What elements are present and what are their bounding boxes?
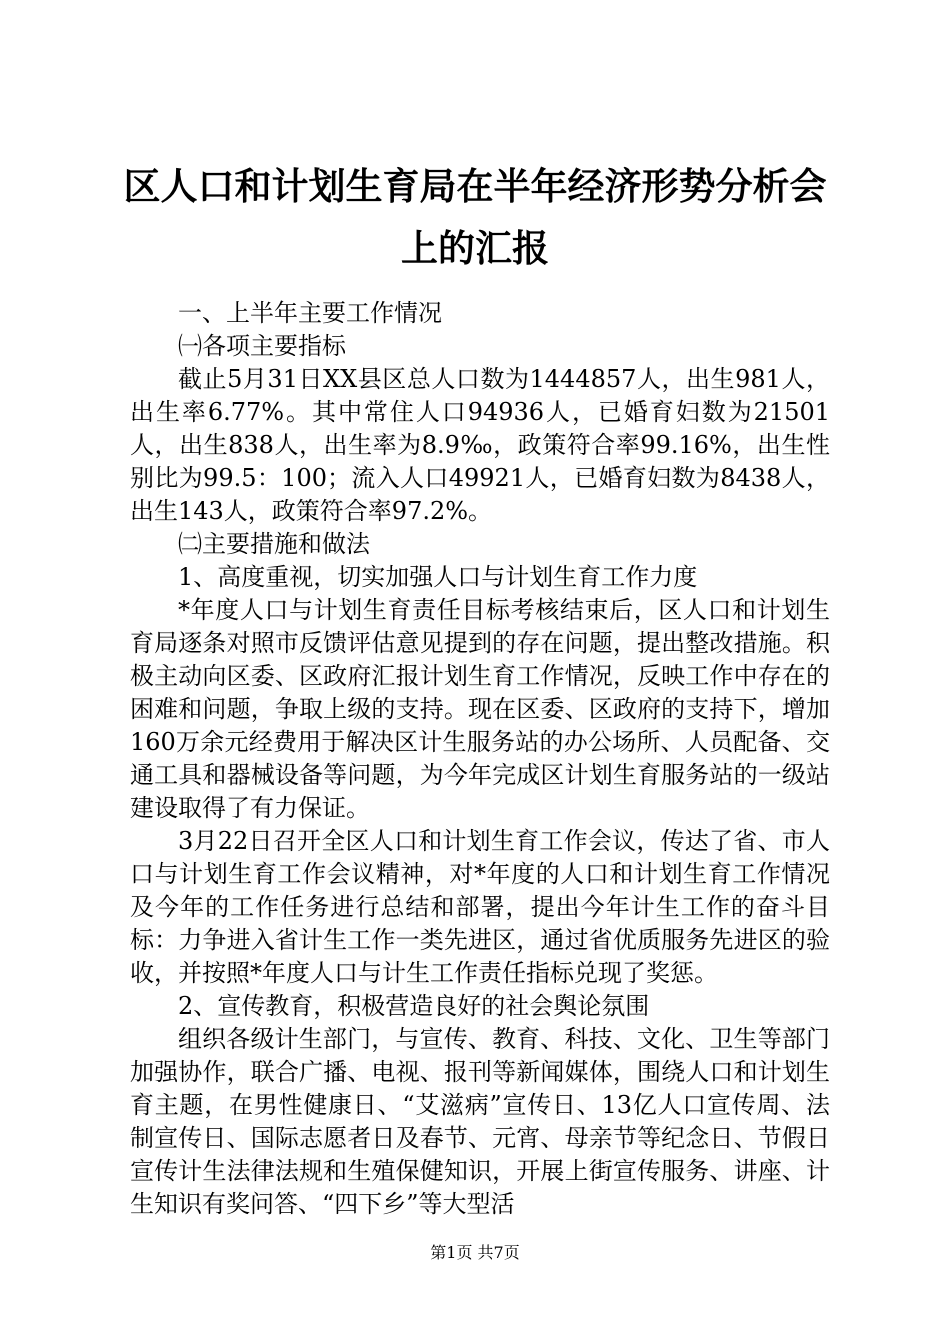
paragraph-publicity: 组织各级计生部门，与宣传、教育、科技、文化、卫生等部门加强协作，联合广播、电视、报刊等新闻媒体，围绕人口和计划生育主题，在男性健康日、“艾滋病”宣传日、13亿人口宣传周、法制宣传日、国际志愿者日及春节、元宵、母亲节等纪念日、节假日宣传计生法律法规和生殖保健知识，开展上街宣传服务、讲座、计生知识有奖问答、“四下乡”等大型活: [130, 1025, 830, 1218]
subsection-heading-indicators: ㈠各项主要指标: [178, 332, 346, 360]
item-heading-1: 1、高度重视，切实加强人口与计划生育工作力度: [178, 563, 698, 591]
page-number-footer: 第1页 共7页: [430, 1243, 520, 1262]
paragraph-conference: 3月22日召开全区人口和计划生育工作会议，传达了省、市人口与计划生育工作会议精神，对*年度的人口和计划生育工作情况及今年的工作任务进行总结和部署，提出今年计生工作的奋斗目标：力争进入省计生工作一类先进区，通过省优质服务先进区的验收，并按照*年度人口与计生工作责任指标兑现了奖惩。: [130, 827, 830, 987]
document-title: 区人口和计划生育局在半年经济形势分析会上的汇报: [123, 165, 827, 270]
section-heading-1: 一、上半年主要工作情况: [178, 299, 442, 327]
paragraph-statistics: 截止5月31日XX县区总人口数为1444857人，出生981人，出生率6.77%。其中常住人口94936人，已婚育妇数为21501人，出生838人，出生率为8.9‰，政策符合率99.16%，出生性别比为99.5：100；流入人口49921人，已婚育妇数为8438人，出生143人，政策符合率97.2%。: [130, 365, 830, 525]
document-body: [130, 297, 830, 1221]
subsection-heading-measures: ㈡主要措施和做法: [178, 530, 370, 558]
paragraph-rectification: *年度人口与计划生育责任目标考核结束后，区人口和计划生育局逐条对照市反馈评估意见提到的存在问题，提出整改措施。积极主动向区委、区政府汇报计划生育工作情况，反映工作中存在的困难和问题，争取上级的支持。现在区委、区政府的支持下，增加160万余元经费用于解决区计生服务站的办公场所、人员配备、交通工具和器械设备等问题，为今年完成区计划生育服务站的一级站建设取得了有力保证。: [130, 596, 830, 822]
item-heading-2: 2、宣传教育，积极营造良好的社会舆论氛围: [178, 992, 650, 1020]
